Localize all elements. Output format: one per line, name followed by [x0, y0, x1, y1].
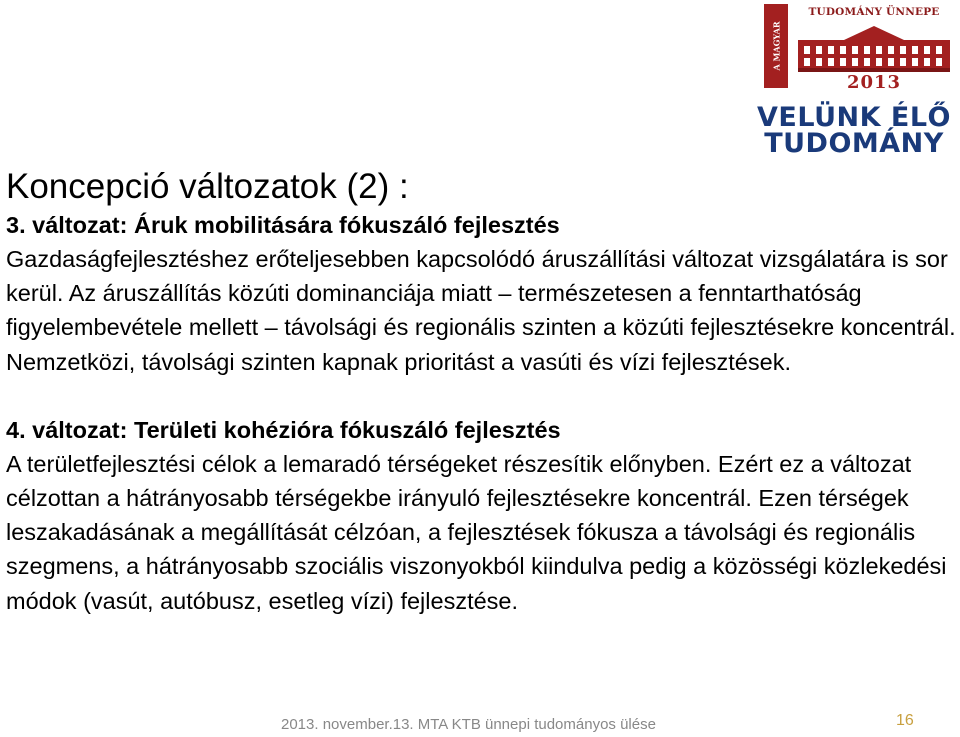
logo-side-ribbon: [764, 4, 788, 88]
academy-building-icon: [794, 22, 954, 74]
footer-text: 2013. november.13. MTA KTB ünnepi tudományos ülése: [281, 716, 656, 733]
section4-heading: 4. változat: Területi kohézióra fókuszáló fejlesztés: [6, 416, 561, 443]
logo-motto-line1: VELÜNK ÉLŐ: [756, 102, 952, 133]
section-gap: [6, 379, 956, 413]
logo-motto-line2: TUDOMÁNY: [764, 128, 944, 159]
section3-body: Gazdaságfejlesztéshez erőteljesebben kapcsolódó áruszállítási változat vizsgálatára is sor kerül. Az áruszállítás közúti dominanciája miatt – természetesen a fenntarthatóság figyelembevétele mellett – távolsági és regionális szinten a közúti fejlesztésekre koncentrál. Nemzetközi, távolsági szinten kapnak prioritást a vasúti és vízi fejlesztések.: [6, 246, 956, 375]
logo-side-ribbon-text: A MAGYAR: [771, 21, 782, 71]
logo-year: 2013: [846, 72, 902, 93]
slide-title: Koncepció változatok (2) :: [6, 167, 409, 206]
logo-banner-top: TUDOMÁNY ÜNNEPE: [808, 6, 940, 18]
slide-content: [6, 166, 956, 618]
section3-heading: 3. változat: Áruk mobilitására fókuszáló fejlesztés: [6, 212, 560, 238]
section4-body: A területfejlesztési célok a lemaradó térségeket részesítik előnyben. Ezért ez a változat célzottan a hátrányosabb térségekbe irányuló fejlesztésekre koncentrál. Ezen térségek leszakadásának a megállítását célzóan, a fejlesztések fókusza a távolsági és regionális szegmens, a hátrányosabb szociális viszonyokból kiindulva pedig a közösségi közlekedési módok (vasút, autóbusz, esetleg vízi) fejlesztése.: [6, 450, 947, 614]
page-number: 16: [896, 712, 914, 729]
event-logo: [756, 0, 956, 158]
